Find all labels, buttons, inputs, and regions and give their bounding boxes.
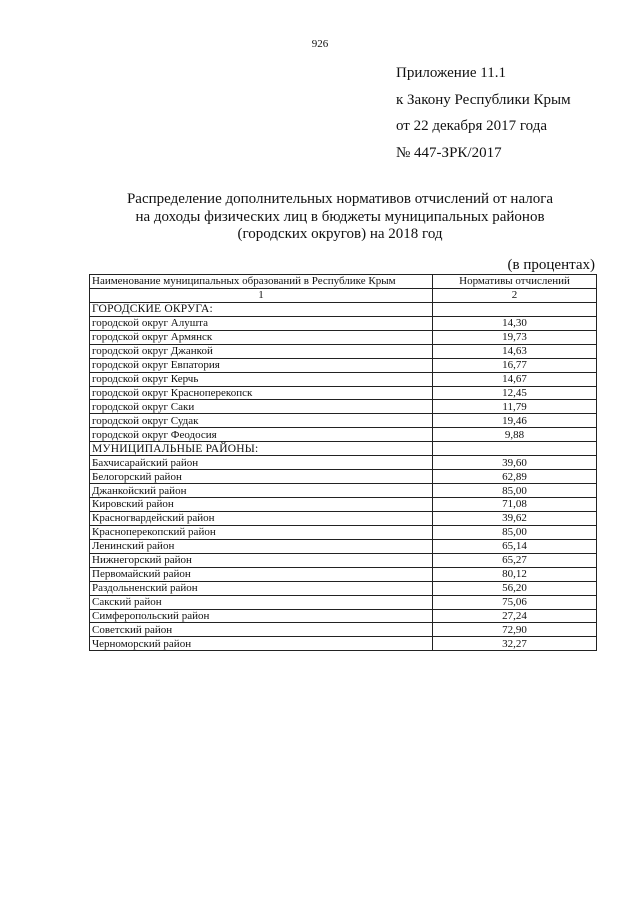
appendix-line-1: Приложение 11.1	[396, 65, 506, 81]
table-row	[90, 525, 597, 539]
norms-table	[89, 274, 597, 651]
norm-value: 19,73	[433, 330, 597, 344]
norm-value: 62,89	[433, 470, 597, 484]
municipality-name: городской округ Саки	[90, 400, 433, 414]
section-title: ГОРОДСКИЕ ОКРУГА:	[90, 302, 433, 316]
municipality-name: Сакский район	[90, 595, 433, 609]
municipality-name: Красногвардейский район	[90, 511, 433, 525]
title-line-1: Распределение дополнительных нормативов отчислений от налога	[126, 191, 554, 207]
table-row	[90, 553, 597, 567]
page-number: 926	[311, 38, 329, 50]
norm-value: 85,00	[433, 484, 597, 498]
table-row	[90, 567, 597, 581]
table-body	[90, 288, 597, 650]
table-row	[90, 623, 597, 637]
municipality-name: Ленинский район	[90, 539, 433, 553]
norm-value: 11,79	[433, 400, 597, 414]
table-row	[90, 414, 597, 428]
table-row	[90, 344, 597, 358]
municipality-name: Белогорский район	[90, 470, 433, 484]
municipality-name: Нижнегорский район	[90, 553, 433, 567]
table-row	[90, 484, 597, 498]
norm-value: 75,06	[433, 595, 597, 609]
table-row	[90, 539, 597, 553]
section-row	[90, 302, 597, 316]
municipality-name: городской округ Армянск	[90, 330, 433, 344]
appendix-line-3: от 22 декабря 2017 года	[396, 118, 548, 134]
section-empty-cell	[433, 302, 597, 316]
norm-value: 14,63	[433, 344, 597, 358]
table-row	[90, 428, 597, 442]
section-row	[90, 442, 597, 456]
norm-value: 9,88	[433, 428, 597, 442]
norm-value: 65,14	[433, 539, 597, 553]
norm-value: 12,45	[433, 386, 597, 400]
norm-value: 32,27	[433, 637, 597, 651]
appendix-line-2: к Закону Республики Крым	[396, 91, 571, 108]
header-row	[90, 275, 597, 289]
municipality-name: Кировский район	[90, 498, 433, 512]
section-empty-cell	[433, 442, 597, 456]
table-row	[90, 581, 597, 595]
municipality-name: Первомайский район	[90, 567, 433, 581]
norm-value: 71,08	[433, 498, 597, 512]
municipality-name: городской округ Феодосия	[90, 428, 433, 442]
table-row	[90, 330, 597, 344]
municipality-name: городской округ Керчь	[90, 372, 433, 386]
header-municipality: Наименование муниципальных образований в Республике Крым	[90, 275, 433, 289]
municipality-name: Советский район	[90, 623, 433, 637]
table-row	[90, 637, 597, 651]
municipality-name: Черноморский район	[90, 637, 433, 651]
column-number-2: 2	[433, 288, 597, 302]
appendix-line-4: № 447-ЗРК/2017	[396, 144, 502, 161]
municipality-name: Бахчисарайский район	[90, 456, 433, 470]
municipality-name: Джанкойский район	[90, 484, 433, 498]
table-row	[90, 498, 597, 512]
norm-value: 27,24	[433, 609, 597, 623]
table-row	[90, 400, 597, 414]
municipality-name: Симферопольский район	[90, 609, 433, 623]
norm-value: 14,30	[433, 316, 597, 330]
norm-value: 80,12	[433, 567, 597, 581]
units-label: (в процентах)	[507, 257, 595, 273]
table-row	[90, 595, 597, 609]
title-line-2: на доходы физических лиц в бюджеты муниципальных районов	[135, 208, 545, 225]
column-number-row	[90, 288, 597, 302]
municipality-name: Красноперекопский район	[90, 525, 433, 539]
title-line-3: (городских округов) на 2018 год	[237, 226, 443, 242]
document-title	[80, 191, 600, 244]
table-row	[90, 456, 597, 470]
norm-value: 85,00	[433, 525, 597, 539]
table-row	[90, 511, 597, 525]
table-row	[90, 316, 597, 330]
table-row	[90, 386, 597, 400]
header-norms: Нормативы отчислений	[433, 275, 597, 289]
column-number-1: 1	[90, 288, 433, 302]
table-row	[90, 470, 597, 484]
norm-value: 19,46	[433, 414, 597, 428]
norm-value: 14,67	[433, 372, 597, 386]
municipality-name: городской округ Красноперекопск	[90, 386, 433, 400]
municipality-name: городской округ Судак	[90, 414, 433, 428]
table-row	[90, 358, 597, 372]
norm-value: 16,77	[433, 358, 597, 372]
appendix-block	[396, 60, 571, 166]
municipality-name: городской округ Алушта	[90, 316, 433, 330]
norm-value: 56,20	[433, 581, 597, 595]
table-row	[90, 609, 597, 623]
norm-value: 65,27	[433, 553, 597, 567]
norm-value: 39,60	[433, 456, 597, 470]
table-row	[90, 372, 597, 386]
municipality-name: Раздольненский район	[90, 581, 433, 595]
norm-value: 39,62	[433, 511, 597, 525]
norm-value: 72,90	[433, 623, 597, 637]
municipality-name: городской округ Джанкой	[90, 344, 433, 358]
municipality-name: городской округ Евпатория	[90, 358, 433, 372]
section-title: МУНИЦИПАЛЬНЫЕ РАЙОНЫ:	[90, 442, 433, 456]
